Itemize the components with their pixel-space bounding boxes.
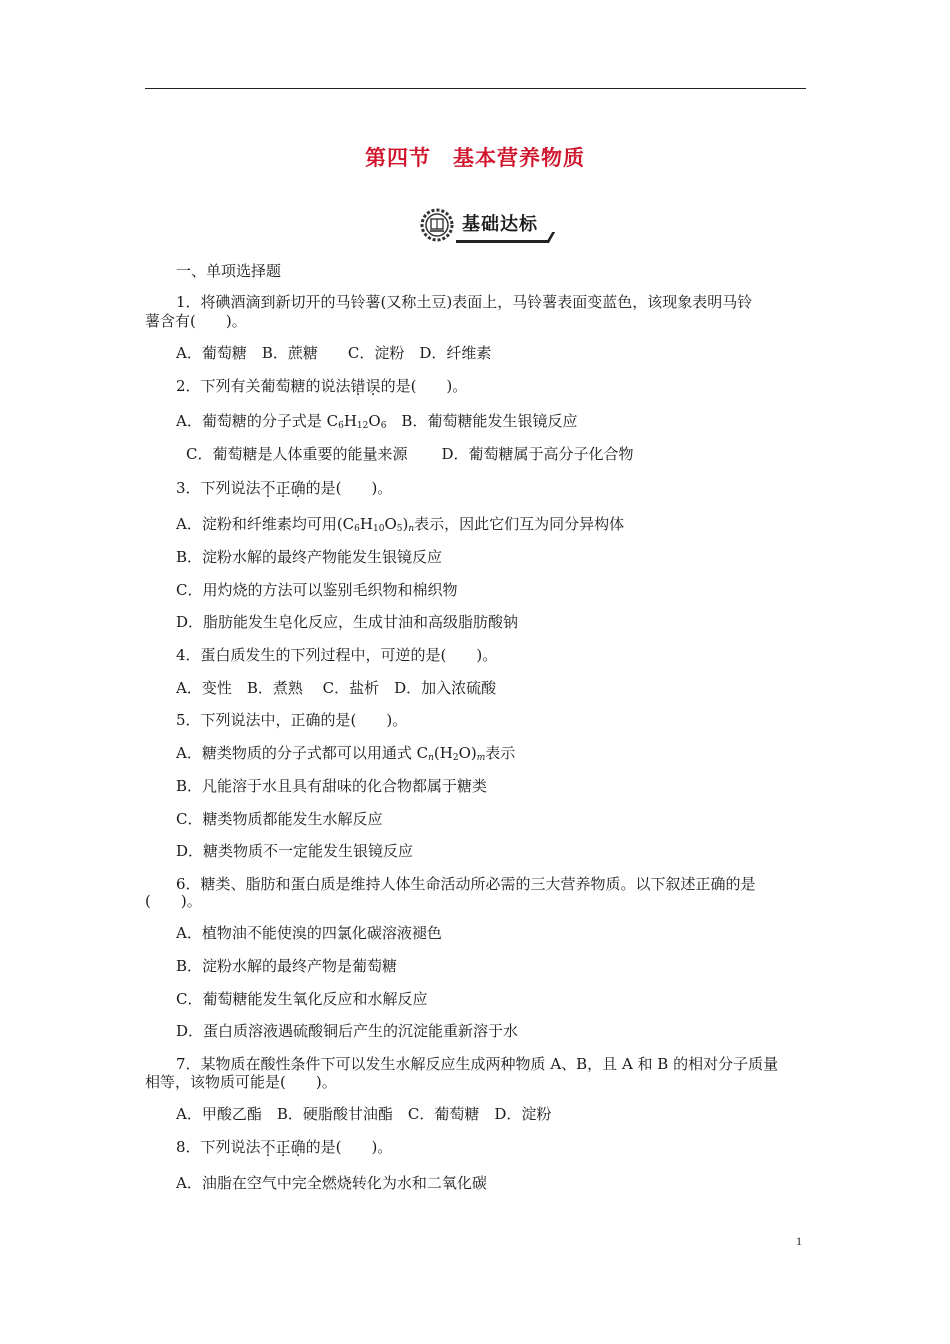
q3-option-b: B．淀粉水解的最终产物能发生银镜反应 (176, 548, 443, 566)
book-gear-icon (420, 208, 454, 242)
q6-stem-line2: ( )。 (145, 892, 202, 910)
q3-stem-post: 的是( )。 (305, 479, 393, 497)
q1-stem-line2: 薯含有( )。 (145, 312, 247, 330)
q6-option-a: A．植物油不能使溴的四氯化碳溶液褪色 (176, 924, 442, 942)
q8-option-a: A．油脂在空气中完全燃烧转化为水和二氧化碳 (176, 1174, 487, 1192)
q2-stem-post: 的是( )。 (380, 377, 468, 395)
formula-sub: 5 (396, 524, 403, 534)
section-title: 第四节 基本营养物质 (365, 146, 585, 170)
q5-option-a-pre: A．糖类物质的分子式都可以用通式 C (176, 744, 429, 762)
basic-level-badge (420, 206, 546, 244)
q4-options: A．变性 B．煮熟 C．盐析 D．加入浓硫酸 (176, 679, 497, 697)
formula-part: O (368, 412, 381, 430)
q2-option-b: B．葡萄糖能发生银镜反应 (386, 412, 578, 430)
q3-option-d: D．脂肪能发生皂化反应，生成甘油和高级脂肪酸钠 (176, 613, 519, 631)
q8-emphasis-char: 不 (260, 1138, 276, 1156)
badge-label: 基础达标 (456, 207, 546, 243)
q5-option-a-post: 表示 (485, 744, 516, 762)
q3-emphasis-char: 正 (275, 479, 291, 497)
formula-sub: n (408, 524, 415, 534)
q4-stem: 4．蛋白质发生的下列过程中，可逆的是( )。 (176, 646, 498, 664)
formula-part: (H (433, 744, 453, 762)
q8-stem-post: 的是( )。 (305, 1138, 393, 1156)
q2-options-cd (186, 446, 786, 463)
q2-option-a: A．葡萄糖的分子式是 C (176, 412, 339, 430)
header-rule (145, 88, 806, 89)
q2-stem (176, 378, 838, 395)
q2-option-d: D．葡萄糖属于高分子化合物 (441, 445, 634, 463)
q6-option-c: C．葡萄糖能发生氧化反应和水解反应 (176, 990, 428, 1008)
q5-option-c: C．糖类物质都能发生水解反应 (176, 810, 383, 828)
q5-option-a (176, 745, 838, 767)
q3-stem (176, 480, 838, 497)
formula-sub: 6 (354, 524, 360, 534)
formula-sub: 6 (380, 421, 387, 431)
q2-emphasis-char: 错 (350, 377, 366, 395)
q3-stem-pre: 3．下列说法 (176, 479, 261, 497)
q2-option-c: C．葡萄糖是人体重要的能量来源 (186, 445, 408, 463)
q2-options-ab (176, 413, 838, 435)
formula-sub: 2 (452, 753, 459, 763)
q8-emphasis-char: 正 (275, 1138, 291, 1156)
formula-sub: 6 (338, 421, 344, 431)
q3-option-c: C．用灼烧的方法可以鉴别毛织物和棉织物 (176, 581, 458, 599)
formula-part: H (359, 515, 373, 533)
q7-options: A．甲酸乙酯 B．硬脂酸甘油酯 C．葡萄糖 D．淀粉 (176, 1105, 552, 1123)
formula-part: H (343, 412, 357, 430)
q6-option-d: D．蛋白质溶液遇硫酸铜后产生的沉淀能重新溶于水 (176, 1022, 519, 1040)
q8-stem-pre: 8．下列说法 (176, 1138, 261, 1156)
question-type-heading: 一、单项选择题 (176, 262, 282, 280)
q5-option-b: B．凡能溶于水且具有甜味的化合物都属于糖类 (176, 777, 488, 795)
page-number: 1 (796, 1234, 802, 1248)
formula-sub: 12 (356, 421, 369, 431)
q5-stem: 5．下列说法中，正确的是( )。 (176, 711, 408, 729)
q1-stem-line1: 1．将碘酒滴到新切开的马铃薯(又称土豆)表面上，马铃薯表面变蓝色，该现象表明马铃 (176, 293, 753, 311)
q2-emphasis-char: 误 (365, 377, 381, 395)
q2-stem-pre: 2．下列有关葡萄糖的说法 (176, 377, 351, 395)
q7-stem-line1: 7．某物质在酸性条件下可以发生水解反应生成两种物质 A、B，且 A 和 B 的相对分子质量 (176, 1055, 779, 1073)
formula-sub: n (428, 753, 434, 763)
q1-options: A．葡萄糖 B．蔗糖 C．淀粉 D．纤维素 (176, 344, 492, 362)
q3-option-a (176, 516, 838, 538)
q6-stem-line1: 6．糖类、脂肪和蛋白质是维持人体生命活动所必需的三大营养物质。以下叙述正确的是 (176, 875, 756, 893)
q8-emphasis-char: 确 (290, 1138, 306, 1156)
q3-option-a-pre: A．淀粉和纤维素均可用(C (176, 515, 355, 533)
q6-option-b: B．淀粉水解的最终产物是葡萄糖 (176, 957, 398, 975)
formula-sub: m (476, 753, 486, 763)
formula-sub: 10 (373, 524, 385, 534)
q3-emphasis-char: 确 (290, 479, 306, 497)
q3-option-a-post: 表示，因此它们互为同分异构体 (414, 515, 625, 533)
formula-part: ) (402, 515, 409, 533)
formula-part: O) (458, 744, 477, 762)
formula-part: O (384, 515, 397, 533)
q5-option-d: D．糖类物质不一定能发生银镜反应 (176, 842, 414, 860)
q7-stem-line2: 相等，该物质可能是( )。 (145, 1073, 337, 1091)
q8-stem (176, 1139, 838, 1156)
q3-emphasis-char: 不 (260, 479, 276, 497)
